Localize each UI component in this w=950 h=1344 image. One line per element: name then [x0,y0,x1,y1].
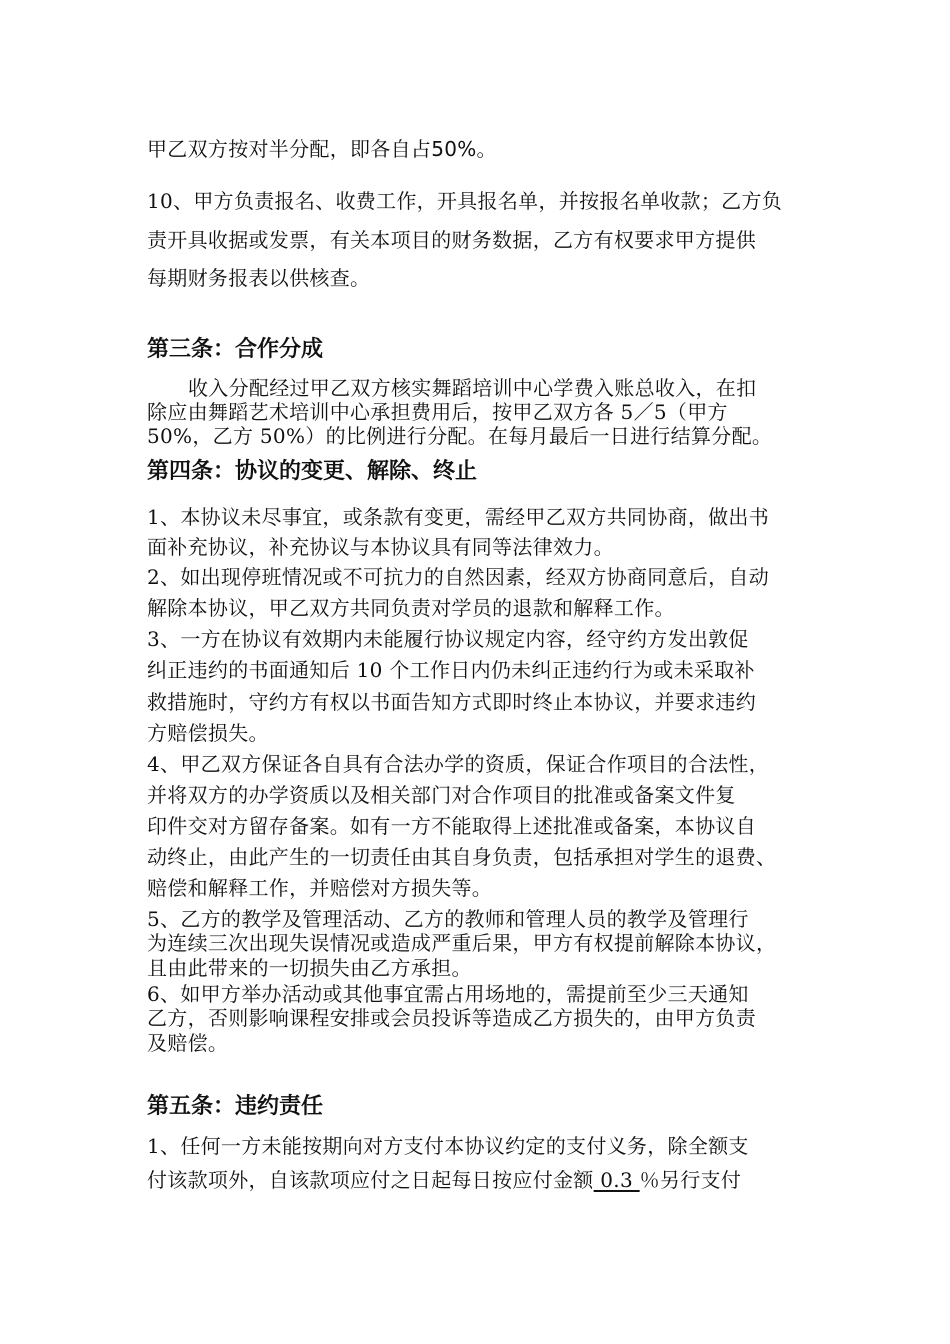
article-4-item-5: 为连续三次出现失误情况或造成严重后果，甲方有权提前解除本协议， [147,931,777,955]
article-3-heading: 第三条：合作分成 [147,337,324,362]
article-4-item-4: 并将双方的办学资质以及相关部门对合作项目的批准或备案文件复 [147,783,736,807]
article-4-item-1: 1、本协议未尽事宜，或条款有变更，需经甲乙双方共同协商，做出书 [147,505,770,529]
article-4-item-3: 救措施时，守约方有权以书面告知方式即时终止本协议，并要求违约 [147,690,756,714]
item-10-line: 10、甲方负责报名、收费工作，开具报名单，并按报名单收款；乙方负 [147,189,783,213]
article-4-item-3: 纠正违约的书面通知后 10 个工作日内仍未纠正违约行为或未采取补 [147,658,755,682]
article-4-item-3: 方赔偿损失。 [147,721,269,745]
article-4-item-4: 4、甲乙双方保证各自具有合法办学的资质，保证合作项目的合法性， [147,752,770,776]
article-4-heading: 第四条：协议的变更、解除、终止 [147,459,478,484]
article-4-item-5: 且由此带来的一切损失由乙方承担。 [147,956,472,980]
item-10-line: 每期财务报表以供核查。 [147,266,371,290]
article-5-line [147,1168,741,1192]
article-4-item-1: 面补充协议，补充协议与本协议具有同等法律效力。 [147,535,614,559]
penalty-rate: 0.3 [593,1168,640,1192]
article-3-line: 除应由舞蹈艺术培训中心承担费用后，按甲乙双方各 5／5（甲方 [147,400,728,424]
article-4-item-5: 5、乙方的教学及管理活动、乙方的教师和管理人员的教学及管理行 [147,907,749,931]
article-5-line-text: 付该款项外，自该款项应付之日起每日按应付金额 [147,1168,594,1192]
article-4-item-2: 解除本协议，甲乙双方共同负责对学员的退款和解释工作。 [147,596,675,620]
article-4-item-3: 3、一方在协议有效期内未能履行协议规定内容，经守约方发出敦促 [147,627,749,651]
article-4-item-6: 6、如甲方举办活动或其他事宜需占用场地的，需提前至少三天通知 [147,982,749,1006]
article-4-item-4: 印件交对方留存备案。如有一方不能取得上述批准或备案，本协议自 [147,814,756,838]
article-5-line-text: ％另行支付 [639,1168,742,1192]
intro-text: 甲乙双方按对半分配，即各自占50%。 [147,137,497,161]
article-4-item-6: 乙方，否则影响课程安排或会员投诉等造成乙方损失的，由甲方负责 [147,1006,756,1030]
article-4-item-6: 及赔偿。 [147,1031,229,1055]
article-3-line: 50%，乙方 50%）的比例进行分配。在每月最后一日进行结算分配。 [147,424,773,448]
article-5-heading: 第五条：违约责任 [147,1094,324,1119]
article-4-item-4: 动终止，由此产生的一切责任由其自身负责，包括承担对学生的退费、 [147,845,777,869]
article-5-line: 1、任何一方未能按期向对方支付本协议约定的支付义务，除全额支 [147,1134,749,1158]
item-10-line: 责开具收据或发票，有关本项目的财务数据，乙方有权要求甲方提供 [147,228,756,252]
article-4-item-2: 2、如出现停班情况或不可抗力的自然因素，经双方协商同意后，自动 [147,565,770,589]
article-4-item-4: 赔偿和解释工作，并赔偿对方损失等。 [147,876,493,900]
article-3-line: 收入分配经过甲乙双方核实舞蹈培训中心学费入账总收入，在扣 [188,376,757,400]
